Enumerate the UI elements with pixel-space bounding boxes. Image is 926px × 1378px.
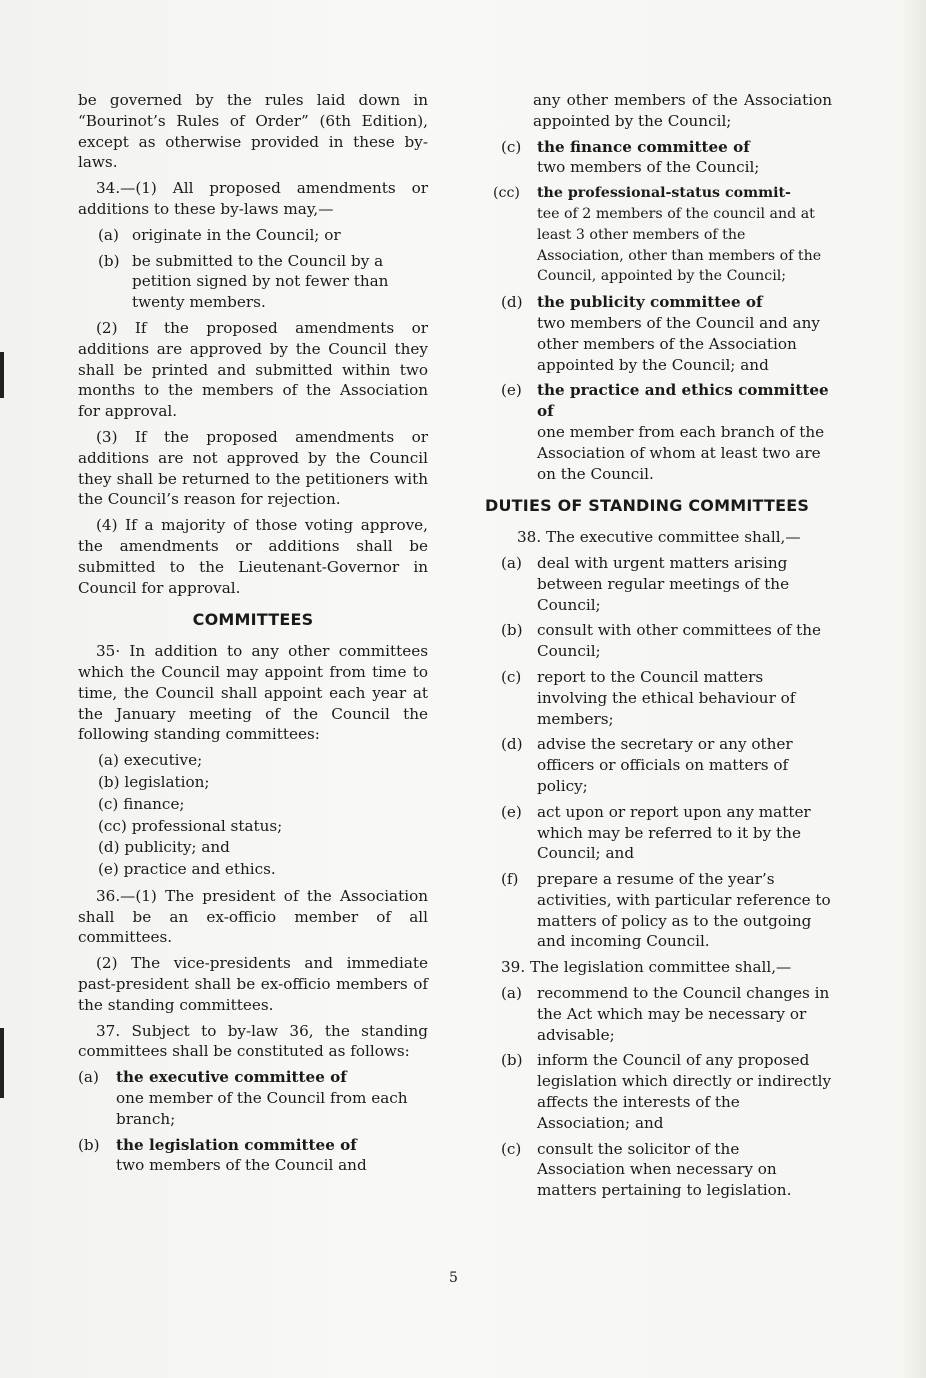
committee-composition: two members of the Council and bbox=[116, 1156, 367, 1175]
item-label: (e) bbox=[98, 860, 119, 879]
item-label: (d) bbox=[501, 735, 523, 754]
bylaw-38: 38. The executive committee shall,— bbox=[517, 528, 801, 547]
bylaw-36-1: 36.—(1) The president of the Association shall be an ex-officio member of all committees. bbox=[78, 886, 428, 947]
item-text: prepare a resume of the year’s activities, with particular reference to matters of policy as to the outgoing and incoming Council. bbox=[537, 870, 831, 951]
list-item bbox=[98, 750, 428, 771]
list-item bbox=[487, 553, 832, 615]
bylaw-36-2: (2) The vice-presidents and immediate past-president shall be ex-officio members of the standing committees. bbox=[78, 954, 428, 1014]
item-text: advise the secretary or any other officers or officials on matters of policy; bbox=[537, 735, 793, 795]
committee-composition: one member from each branch of the Association of whom at least two are on the Council. bbox=[537, 422, 825, 483]
item-label: (b) bbox=[98, 772, 120, 791]
list-item bbox=[487, 802, 832, 864]
item-text: deal with urgent matters arising between regular meetings of the Council; bbox=[537, 553, 790, 614]
committee-title: the executive committee of bbox=[116, 1068, 347, 1087]
legislation-committee-continuation: any other members of the Association appointed by the Council; bbox=[533, 91, 832, 130]
item-text bbox=[537, 380, 832, 484]
item-text: originate in the Council; or bbox=[132, 225, 341, 244]
list-item bbox=[487, 183, 832, 287]
item-label: (e) bbox=[501, 381, 522, 400]
item-label: (c) bbox=[501, 1139, 522, 1158]
item-label: (cc) bbox=[98, 816, 127, 835]
item-label: (c) bbox=[501, 667, 522, 686]
item-text bbox=[537, 183, 832, 287]
bylaw-34-1: 34.—(1) All proposed amendments or additions to these by-laws may,— bbox=[78, 179, 428, 218]
binding-mark bbox=[0, 352, 4, 398]
bylaw-34-2: (2) If the proposed amendments or additions are approved by the Council they shall be printed and submitted within two months to the members of the Association for approval. bbox=[78, 318, 428, 421]
list-item bbox=[98, 859, 428, 880]
item-label: (b) bbox=[78, 1135, 100, 1154]
section-heading-committees: COMMITTEES bbox=[192, 610, 314, 630]
list-item bbox=[78, 225, 428, 246]
bylaw-37: 37. Subject to by-law 36, the standing committees shall be constituted as follows: bbox=[78, 1021, 428, 1061]
item-text bbox=[116, 1135, 428, 1177]
item-text: finance; bbox=[123, 794, 185, 813]
committee-composition: one member of the Council from each branch; bbox=[116, 1089, 408, 1128]
list-item bbox=[487, 869, 832, 952]
list-item bbox=[487, 380, 832, 484]
committee-composition: two members of the Council; bbox=[537, 158, 760, 177]
item-label: (a) bbox=[98, 751, 119, 770]
committee-composition: tee of 2 members of the council and at least 3 other members of the Association, other than members of the Council, appointed by the Council; bbox=[537, 205, 822, 285]
list-item bbox=[487, 620, 832, 662]
list-item bbox=[98, 794, 428, 815]
item-label: (c) bbox=[98, 794, 119, 813]
item-label: (e) bbox=[501, 802, 522, 821]
item-label: (a) bbox=[501, 553, 522, 572]
item-text: report to the Council matters involving the ethical behaviour of members; bbox=[537, 667, 796, 728]
committee-title: the finance committee of bbox=[537, 137, 750, 156]
item-text: consult the solicitor of the Association when necessary on matters pertaining to legislation. bbox=[537, 1139, 792, 1200]
item-label: (c) bbox=[501, 137, 522, 156]
item-text: executive; bbox=[123, 751, 203, 770]
list-item bbox=[98, 816, 428, 837]
binding-mark bbox=[0, 1028, 4, 1098]
list-item bbox=[487, 983, 832, 1045]
list-item bbox=[487, 292, 832, 375]
item-text: be submitted to the Council by a petition signed by not fewer than twenty members. bbox=[132, 251, 389, 312]
item-text bbox=[537, 292, 832, 375]
committee-title: the practice and ethics committee of bbox=[537, 381, 829, 421]
item-text: act upon or report upon any matter which may be referred to it by the Council; and bbox=[537, 802, 811, 863]
item-text: professional status; bbox=[131, 816, 283, 835]
bylaw-34-3: (3) If the proposed amendments or additions are not approved by the Council they shall be returned to the petitioners with the Council’s reason for rejection. bbox=[78, 427, 428, 509]
list-item bbox=[487, 667, 832, 729]
list-item bbox=[78, 1067, 428, 1129]
item-label: (b) bbox=[501, 621, 523, 640]
bylaw-35: 35· In addition to any other committees which the Council may appoint from time to time, the Council shall appoint each year at the January meeting of the Council the following standing committees: bbox=[78, 642, 428, 744]
list-item bbox=[487, 137, 832, 179]
bylaw-33-continuation: be governed by the rules laid down in “Bourinot’s Rules of Order” (6th Edition), except as otherwise provided in these by-laws. bbox=[78, 91, 428, 172]
item-label: (d) bbox=[98, 838, 120, 857]
item-text: inform the Council of any proposed legislation which directly or indirectly affects the interests of the Association; and bbox=[537, 1051, 832, 1132]
bylaw-34-4: (4) If a majority of those voting approve, the amendments or additions shall be submitted to the Lieutenant-Governor in Council for approval. bbox=[78, 516, 428, 597]
item-text bbox=[537, 137, 832, 179]
item-label: (a) bbox=[501, 984, 522, 1003]
item-label: (a) bbox=[98, 225, 119, 244]
list-item bbox=[487, 1050, 832, 1133]
item-text: publicity; and bbox=[124, 838, 230, 857]
page-edge-shadow bbox=[902, 0, 926, 1378]
standing-committees-list bbox=[98, 750, 428, 880]
left-column bbox=[78, 90, 428, 1181]
list-item bbox=[78, 1135, 428, 1177]
item-text: practice and ethics. bbox=[123, 860, 276, 879]
list-item bbox=[487, 1139, 832, 1201]
list-item bbox=[98, 772, 428, 793]
committee-composition: two members of the Council and any other members of the Association appointed by the Council; and bbox=[537, 313, 820, 374]
committee-title: the professional-status commit- bbox=[537, 185, 791, 202]
committee-title: the legislation committee of bbox=[116, 1135, 357, 1154]
item-label: (d) bbox=[501, 293, 523, 312]
item-label: (a) bbox=[78, 1068, 99, 1087]
item-label: (f) bbox=[501, 870, 519, 889]
right-column bbox=[487, 90, 832, 1206]
item-text: recommend to the Council changes in the Act which may be necessary or advisable; bbox=[537, 984, 830, 1044]
item-text bbox=[116, 1067, 428, 1129]
committee-title: the publicity committee of bbox=[537, 293, 763, 312]
list-item bbox=[78, 251, 428, 313]
page-number: 5 bbox=[449, 1270, 458, 1286]
section-heading-duties: DUTIES OF STANDING COMMITTEES bbox=[485, 496, 810, 516]
item-text: consult with other committees of the Council; bbox=[537, 621, 822, 661]
item-text: legislation; bbox=[124, 772, 210, 791]
item-label: (b) bbox=[501, 1051, 523, 1070]
bylaw-39: 39. The legislation committee shall,— bbox=[501, 958, 792, 977]
item-label: (b) bbox=[98, 251, 120, 270]
item-label: (cc) bbox=[493, 185, 520, 202]
list-item bbox=[487, 734, 832, 796]
list-item bbox=[98, 837, 428, 858]
